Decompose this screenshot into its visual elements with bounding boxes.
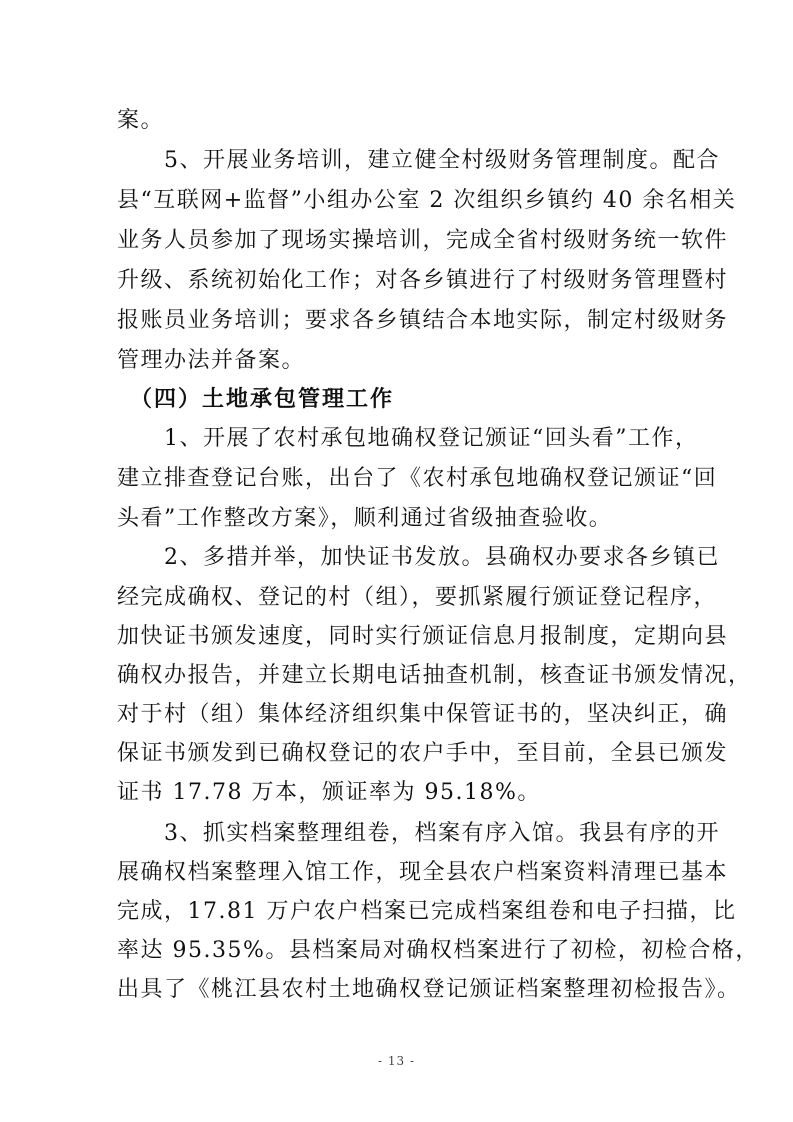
text-line-19: 3、抓实档案整理组卷，档案有序入馆。我县有序的开 bbox=[117, 821, 720, 846]
text-line-12: 2、多措并举，加快证书发放。县确权办要求各乡镇已 bbox=[117, 545, 720, 570]
text-line-6: 报账员业务培训；要求各乡镇结合本地实际，制定村级财务 bbox=[117, 308, 729, 333]
text-line-9: 1、开展了农村承包地确权登记颁证“回头看”工作， bbox=[117, 426, 699, 451]
section-heading: （四）土地承包管理工作 bbox=[117, 387, 395, 412]
page-number: - 13 - bbox=[377, 1054, 415, 1068]
text-line-7: 管理办法并备案。 bbox=[117, 348, 306, 373]
text-line-11: 头看”工作整改方案》，顺利通过省级抽查验收。 bbox=[117, 506, 613, 531]
text-line-22: 率达 95.35%。县档案局对确权档案进行了初检，初检合格， bbox=[117, 938, 759, 963]
text-line-10: 建立排查登记台账，出台了《农村承包地确权登记颁证“回 bbox=[117, 466, 718, 491]
text-line-21: 完成，17.81 万户农户档案已完成档案组卷和电子扫描，比 bbox=[117, 899, 737, 924]
text-line-4: 业务人员参加了现场实操培训，完成全省村级财务统一软件 bbox=[117, 228, 729, 253]
text-line-13: 经完成确权、登记的村（组），要抓紧履行颁证登记程序， bbox=[117, 585, 718, 610]
text-line-17: 保证书颁发到已确权登记的农户手中，至目前，全县已颁发 bbox=[117, 741, 729, 766]
text-line-1: 案。 bbox=[117, 108, 165, 133]
text-line-15: 确权办报告，并建立长期电话抽查机制，核查证书颁发情况， bbox=[117, 663, 752, 688]
text-line-16: 对于村（组）集体经济组织集中保管证书的，坚决纠正，确 bbox=[117, 702, 729, 727]
text-line-14: 加快证书颁发速度，同时实行颁证信息月报制度，定期向县 bbox=[117, 624, 729, 649]
text-line-20: 展确权档案整理入馆工作，现全县农户档案资料清理已基本 bbox=[117, 860, 729, 885]
text-line-2: 5、开展业务培训，建立健全村级财务管理制度。配合 bbox=[117, 148, 720, 173]
text-line-18: 证书 17.78 万本，颁证率为 95.18%。 bbox=[117, 780, 541, 805]
text-line-23: 出具了《桃江县农村土地确权登记颁证档案整理初检报告》。 bbox=[117, 977, 741, 1002]
text-line-5: 升级、系统初始化工作；对各乡镇进行了村级财务管理暨村 bbox=[117, 268, 729, 293]
text-line-3: 县“互联网+监督”小组办公室 2 次组织乡镇约 40 余名相关 bbox=[117, 188, 737, 213]
